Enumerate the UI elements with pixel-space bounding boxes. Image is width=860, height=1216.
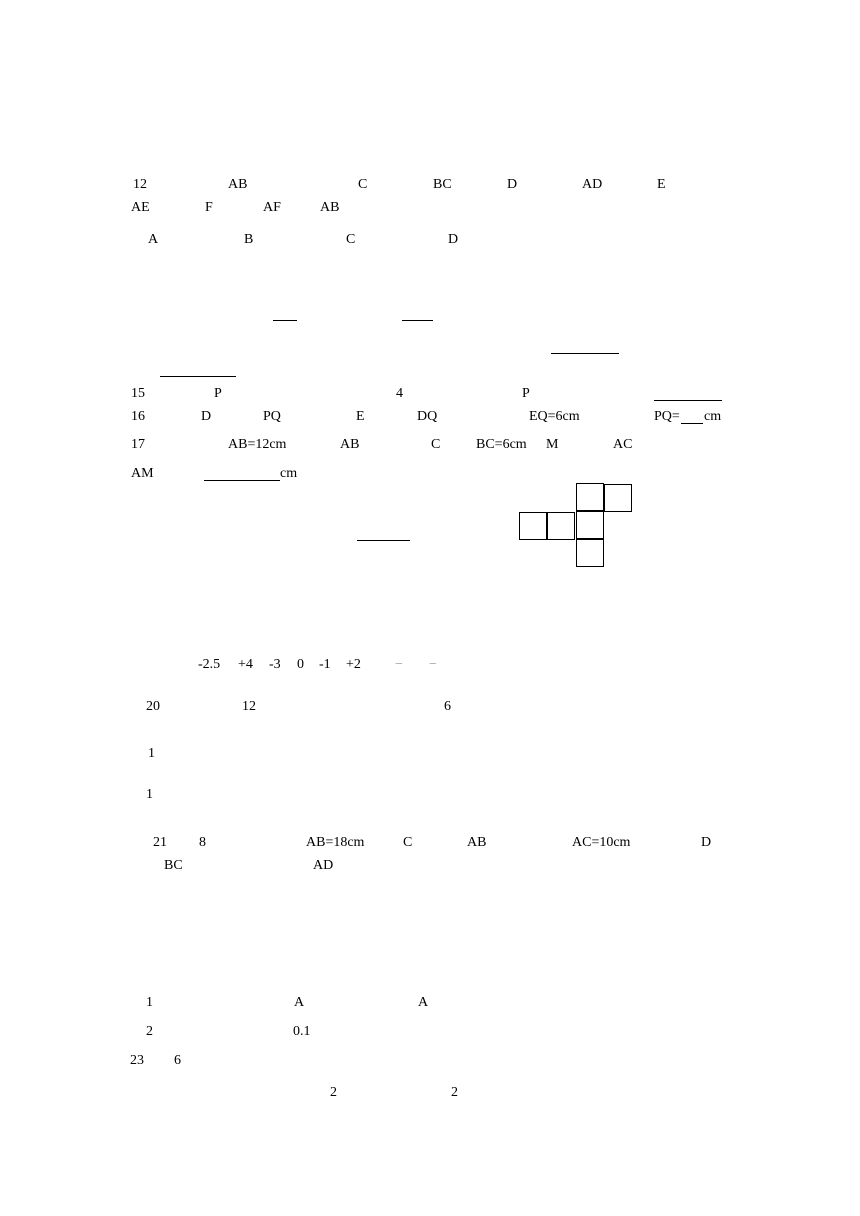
label-a: A: [294, 995, 305, 1010]
label-ab-2: AB: [320, 200, 340, 215]
label-c-17: C: [431, 437, 441, 452]
answer-blank-15: [654, 400, 722, 401]
sub-number-1-b: 1: [146, 787, 153, 802]
label-ab-12cm: AB=12cm: [228, 437, 287, 452]
option-b: B: [244, 232, 254, 247]
question-number-15: 15: [131, 386, 145, 401]
label-ae: AE: [131, 200, 150, 215]
question-number-23: 23: [130, 1053, 144, 1068]
unit-cm-17: cm: [280, 466, 298, 481]
label-a-2: A: [418, 995, 429, 1010]
label-ac: AC: [613, 437, 633, 452]
question-number-12: 12: [133, 177, 147, 192]
minus-sign: −: [429, 657, 437, 672]
label-6: 6: [444, 699, 451, 714]
label-8: 8: [199, 835, 206, 850]
label-eq: EQ=6cm: [529, 409, 580, 424]
label-bc-21: BC: [164, 858, 183, 873]
unit-cm-16: cm: [704, 409, 722, 424]
label-ad-21: AD: [313, 858, 334, 873]
label-ab: AB: [228, 177, 248, 192]
label-12: 12: [242, 699, 256, 714]
number-item: -1: [319, 657, 331, 672]
label-e: E: [657, 177, 666, 192]
answer-blank-3: [551, 353, 619, 354]
label-ab-18cm: AB=18cm: [306, 835, 365, 850]
question-number-20: 20: [146, 699, 160, 714]
label-0-1: 0.1: [293, 1024, 311, 1039]
label-c-21: C: [403, 835, 413, 850]
label-bc: BC: [433, 177, 452, 192]
net-square: [576, 539, 604, 567]
question-number-21: 21: [153, 835, 167, 850]
label-ac-10cm: AC=10cm: [572, 835, 631, 850]
answer-blank-18: [357, 540, 410, 541]
answer-blank-1: [273, 320, 297, 321]
label-ab-21: AB: [467, 835, 487, 850]
label-m: M: [546, 437, 559, 452]
sub-number-1: 1: [148, 746, 155, 761]
label-2: 2: [330, 1085, 337, 1100]
option-a: A: [148, 232, 159, 247]
label-p: P: [214, 386, 222, 401]
label-d: D: [507, 177, 518, 192]
sub-number-1-q22: 1: [146, 995, 153, 1010]
minus-sign: −: [395, 657, 403, 672]
answer-blank-4: [160, 376, 236, 377]
number-item: +4: [238, 657, 253, 672]
answer-blank-2: [402, 320, 433, 321]
label-f: F: [205, 200, 213, 215]
label-am: AM: [131, 466, 154, 481]
label-c: C: [358, 177, 368, 192]
number-item: -3: [269, 657, 281, 672]
label-d-21: D: [701, 835, 712, 850]
question-number-16: 16: [131, 409, 145, 424]
question-number-17: 17: [131, 437, 145, 452]
label-pq-eq: PQ=: [654, 409, 680, 424]
number-item: +2: [346, 657, 361, 672]
number-item: 0: [297, 657, 304, 672]
label-2-b: 2: [451, 1085, 458, 1100]
label-6-q23: 6: [174, 1053, 181, 1068]
label-pq: PQ: [263, 409, 281, 424]
number-item: -2.5: [198, 657, 221, 672]
label-ad: AD: [582, 177, 603, 192]
option-d: D: [448, 232, 459, 247]
label-ab-17: AB: [340, 437, 360, 452]
answer-blank-16: [681, 423, 703, 424]
label-e-16: E: [356, 409, 365, 424]
net-square: [519, 512, 547, 540]
answer-blank-17: [204, 480, 280, 481]
label-p-2: P: [522, 386, 530, 401]
net-square: [576, 511, 604, 539]
label-bc-6cm: BC=6cm: [476, 437, 527, 452]
label-dq: DQ: [417, 409, 438, 424]
net-square: [576, 483, 604, 511]
net-square: [547, 512, 575, 540]
label-af: AF: [263, 200, 281, 215]
option-c: C: [346, 232, 356, 247]
label-4: 4: [396, 386, 403, 401]
label-d-16: D: [201, 409, 212, 424]
sub-number-2-q22: 2: [146, 1024, 153, 1039]
net-square: [604, 484, 632, 512]
